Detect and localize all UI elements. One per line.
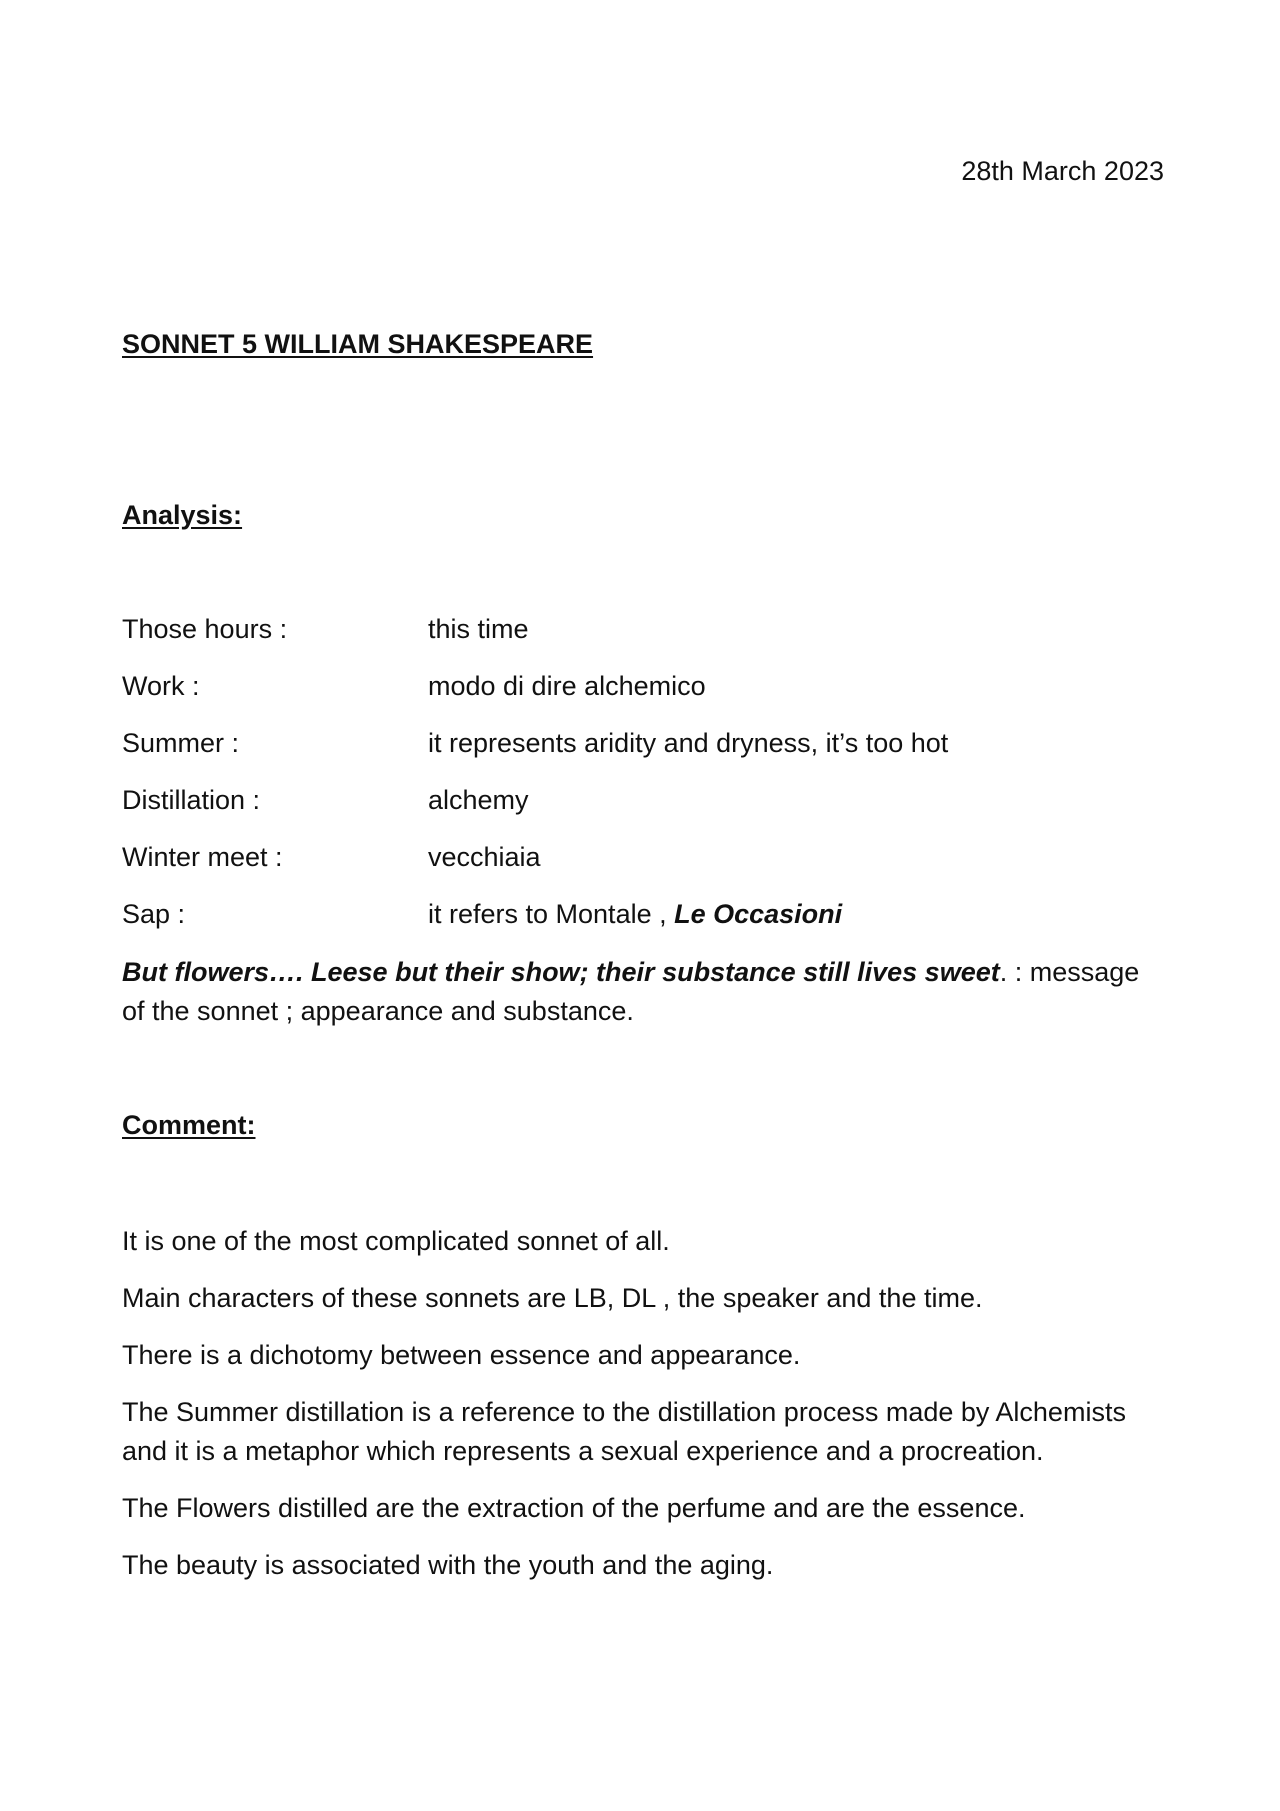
comment-paragraph: Main characters of these sonnets are LB, DL , the speaker and the time. [122,1283,983,1313]
comment-heading: Comment: [122,1110,256,1140]
analysis-list [122,610,1162,952]
sonnet-quote: But flowers…. Leese but their show; their substance still lives sweet [122,957,1000,987]
analysis-term: Sap : [122,899,186,929]
definition-text: it refers to Montale , [428,899,675,929]
document-title: SONNET 5 WILLIAM SHAKESPEARE [122,329,594,359]
analysis-row [122,838,1162,895]
analysis-term: Distillation : [122,785,261,815]
analysis-row [122,724,1162,781]
quote-explanation: . : message of the sonnet ; appearance and substance. [122,957,1140,1026]
analysis-definition: this time [428,614,529,644]
analysis-definition [428,895,842,934]
analysis-row [122,610,1162,667]
analysis-definition: vecchiaia [428,842,541,872]
book-title: Le Occasioni [674,899,843,929]
analysis-term: Summer : [122,728,240,758]
analysis-definition: it represents aridity and dryness, it’s too hot [428,728,949,758]
document-date: 28th March 2023 [961,156,1164,186]
analysis-row [122,781,1162,838]
analysis-row [122,895,1162,952]
comment-paragraph: There is a dichotomy between essence and appearance. [122,1340,801,1370]
analysis-term: Work : [122,671,200,701]
analysis-row [122,667,1162,724]
analysis-term: Winter meet : [122,842,283,872]
comment-paragraph: The beauty is associated with the youth and the aging. [122,1550,774,1580]
quote-paragraph [122,953,1162,1031]
analysis-definition: modo di dire alchemico [428,671,706,701]
analysis-heading: Analysis: [122,500,243,530]
analysis-definition: alchemy [428,785,529,815]
comment-paragraph: It is one of the most complicated sonnet of all. [122,1226,670,1256]
analysis-term: Those hours : [122,614,288,644]
comment-body [122,1222,1172,1603]
comment-paragraph: The Summer distillation is a reference to the distillation process made by Alchemists and it is a metaphor which represents a sexual experience and a procreation. [122,1397,1126,1466]
comment-paragraph: The Flowers distilled are the extraction of the perfume and are the essence. [122,1493,1026,1523]
